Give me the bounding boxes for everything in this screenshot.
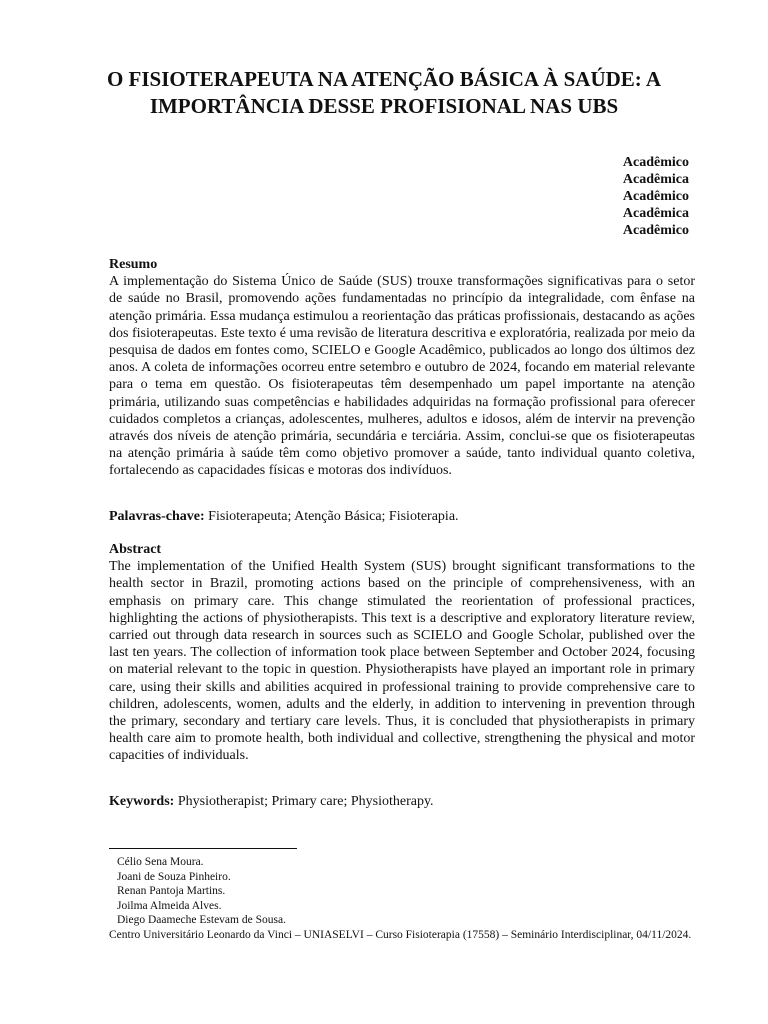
footnote-author: Joani de Souza Pinheiro. (117, 870, 231, 883)
abstract-text: The implementation of the Unified Health System (SUS) brought significant transformations to the health sector in Brazil, promoting actions based on the principle of comprehensiveness, with an emphasis on primary care. This change stimulated the reorientation of professional practices, highlighting the actions of physiotherapists. This text is a descriptive and exploratory literature review, carried out through data research in sources such as SCIELO and Google Scholar, published over the last ten years. The collection of information took place between September and October 2024, focusing on material relevant to the topic in question. Physiotherapists have played an important role in primary care, using their skills and abilities acquired in professional training to provide comprehensive care to children, adolescents, women, adults and the elderly, in addition to intervening in prevention through the primary, secondary and tertiary care levels. Thus, it is concluded that physiotherapists in primary health care aim to promote health, both individual and collective, strengthening the physical and motor capacities of individuals. (109, 559, 695, 764)
footnote-author: Joilma Almeida Alves. (117, 899, 222, 912)
keywords-label: Keywords: (109, 794, 175, 809)
author-role: Acadêmica (622, 206, 689, 221)
author-role: Acadêmico (622, 223, 689, 238)
footnote-author: Célio Sena Moura. (117, 856, 204, 868)
resumo-section (109, 256, 695, 480)
abstract-heading: Abstract (109, 542, 162, 557)
palavras-chave-text: Fisioterapeuta; Atenção Básica; Fisioterapia. (208, 509, 459, 524)
resumo-text: A implementação do Sistema Único de Saúde (SUS) trouxe transformações significativas para o setor de saúde no Brasil, promovendo ações fundamentadas no princípio da integralidade, com ênfase na atenção primária. Essa mudança estimulou a reorientação das práticas profissionais, destacando as ações dos fisioterapeutas. Este texto é uma revisão de literatura descritiva e exploratória, realizada por meio da pesquisa de dados em fontes como, SCIELO e Google Acadêmico, publicados ao longo dos últimos dez anos. A coleta de informações ocorreu entre setembro e outubro de 2024, focando em material relevante para o tema em questão. Os fisioterapeutas têm desempenhado um papel importante na atenção primária, utilizando suas competências e habilidades adquiridas na formação profissional para oferecer cuidados completos a crianças, adolescentes, mulheres, adultos e idosos, além de intervir na prevenção através dos níveis de atenção primária, secundária e terciária. Assim, conclui-se que os fisioterapeutas na atenção primária à saúde têm como objetivo promover a saúde, tanto individual quanto coletiva, fortalecendo as capacidades físicas e motoras dos indivíduos. (109, 274, 695, 479)
palavras-chave-section (109, 508, 695, 525)
author-role: Acadêmico (622, 155, 689, 170)
footnote-author: Renan Pantoja Martins. (117, 885, 226, 898)
keywords-text: Physiotherapist; Primary care; Physiotherapy. (177, 794, 434, 809)
author-role: Acadêmico (622, 189, 689, 204)
author-role: Acadêmica (622, 172, 689, 187)
palavras-chave-label: Palavras-chave: (109, 509, 205, 524)
resumo-heading: Resumo (109, 257, 158, 272)
paper-title: O FISIOTERAPEUTA NA ATENÇÃO BÁSICA À SAÚDE: A IMPORTÂNCIA DESSE PROFISIONAL NAS UBS (106, 67, 662, 118)
footnote-institution: Centro Universitário Leonardo da Vinci – UNIASELVI – Curso Fisioterapia (17558) – Seminário Interdisciplinar, 04/11/2024. (109, 928, 692, 941)
footnote-divider (109, 848, 297, 849)
footnotes (109, 855, 699, 943)
abstract-section (109, 541, 695, 765)
author-list (623, 154, 689, 239)
footnote-author: Diego Daameche Estevam de Sousa. (117, 914, 286, 927)
keywords-section (109, 793, 695, 810)
